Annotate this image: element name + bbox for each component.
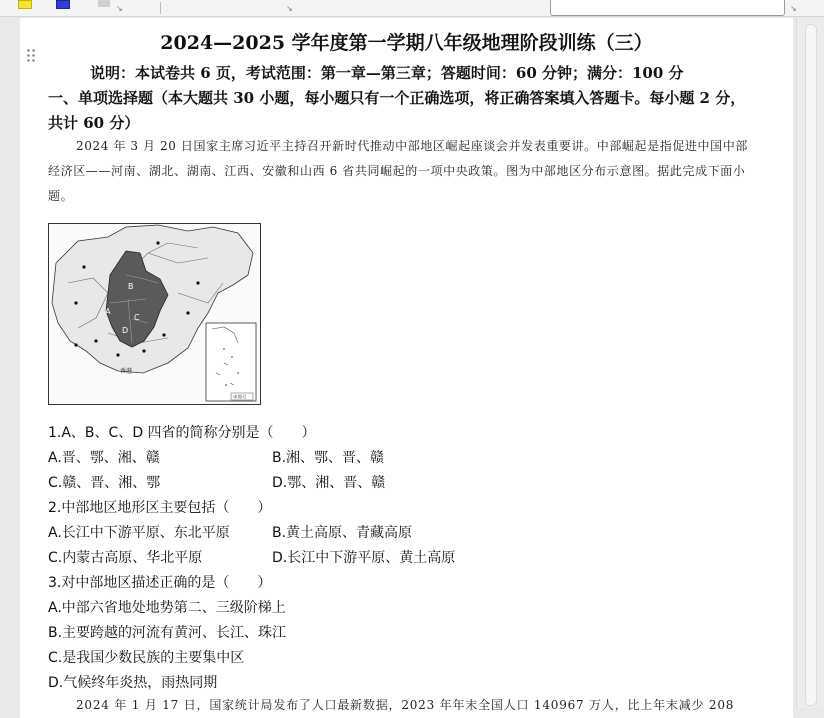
map-stamp-text: 审图号 [233, 395, 247, 401]
map-inset [206, 323, 256, 401]
question-1-option-c[interactable]: C.赣、晋、湘、鄂 [48, 475, 161, 491]
question-2-option-c[interactable]: C.内蒙古高原、华北平原 [48, 550, 203, 566]
toolbar-divider [160, 2, 161, 14]
map-label-a: A [105, 307, 111, 316]
question-1-option-b[interactable]: B.湘、鄂、晋、赣 [272, 450, 385, 466]
format-button[interactable] [98, 0, 110, 7]
question-1-option-d[interactable]: D.鄂、湘、晋、赣 [272, 475, 386, 491]
dialog-launcher-icon[interactable]: ↘ [286, 4, 293, 13]
document-page [20, 18, 793, 718]
scrollbar-thumb[interactable] [805, 24, 817, 706]
central-china-map [48, 223, 261, 405]
question-3-option-a[interactable]: A.中部六省地处地势第二、三级阶梯上 [48, 600, 286, 616]
next-question-intro: 2024 年 1 月 17 日，国家统计局发布了人口最新数据，2023 年年末全国人口 140967 万人，比上年末减少 208 [76, 698, 735, 712]
dialog-launcher-icon[interactable]: ↘ [116, 4, 123, 13]
exam-instructions: 说明：本试卷共 6 页，考试范围：第一章—第三章；答题时间：60 分钟；满分：100 分 [90, 64, 684, 82]
question-1-option-a[interactable]: A.晋、鄂、湘、赣 [48, 450, 160, 466]
question-1-stem: 1.A、B、C、D 四省的简称分别是（ ） [48, 425, 316, 441]
question-2-option-a[interactable]: A.长江中下游平原、东北平原 [48, 525, 230, 541]
toolbar-search-box[interactable] [550, 0, 785, 16]
question-3-option-d[interactable]: D.气候终年炎热，雨热同期 [48, 675, 218, 691]
exam-title: 2024—2025 学年度第一学期八年级地理阶段训练（三） [160, 32, 653, 54]
dialog-launcher-icon[interactable]: ↘ [790, 4, 797, 13]
section-heading: 一、单项选择题（本大题共 30 小题，每小题只有一个正确选项，将正确答案填入答题卡。每小题 2 分，共计 60 分） [48, 89, 746, 132]
intro-text: 2024 年 3 月 20 日国家主席习近平主持召开新时代推动中部地区崛起座谈会并发表重要讲。中部崛起是指促进中国中部经济区——河南、湖北、湖南、江西、安徽和山西 6 省共同崛起的一项中央政策。图为中部地区分布示意图。据此完成下面小题。 [48, 139, 748, 203]
map-label-b: B [128, 282, 134, 291]
map-label-c: C [134, 313, 140, 322]
highlight-color-button[interactable] [18, 0, 32, 9]
map-label-d: D [122, 326, 129, 335]
question-3-option-b[interactable]: B.主要跨越的河流有黄河、长江、珠江 [48, 625, 287, 641]
question-3-option-c[interactable]: C.是我国少数民族的主要集中区 [48, 650, 245, 666]
question-2-option-b[interactable]: B.黄土高原、青藏高原 [272, 525, 413, 541]
question-3-stem: 3.对中部地区描述正确的是（ ） [48, 575, 272, 591]
question-2-option-d[interactable]: D.长江中下游平原、黄土高原 [272, 550, 456, 566]
question-2-stem: 2.中部地区地形区主要包括（ ） [48, 500, 272, 516]
map-place-label: 香港 [120, 368, 133, 375]
vertical-scrollbar[interactable] [796, 18, 824, 708]
font-color-button[interactable] [56, 0, 70, 9]
question-intro [48, 134, 748, 209]
app-toolbar [0, 0, 824, 17]
